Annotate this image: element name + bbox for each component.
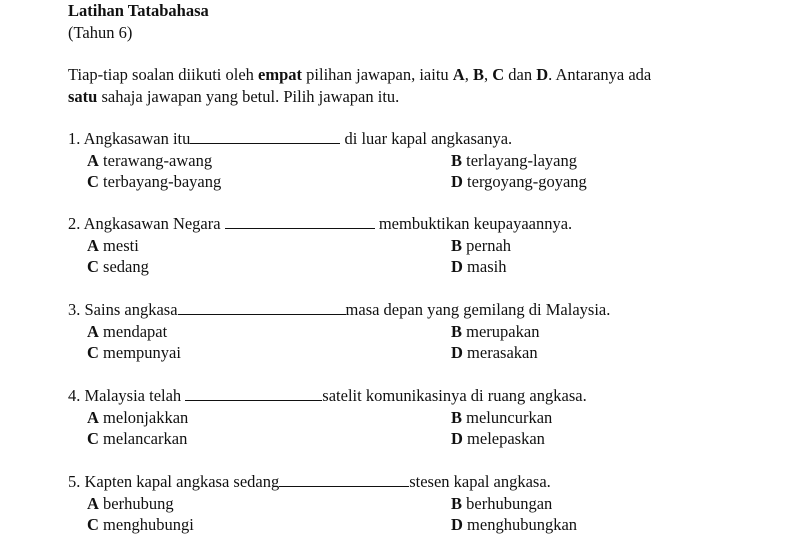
question-stem xyxy=(68,213,788,235)
option-letter: C xyxy=(87,429,99,448)
option-d xyxy=(451,256,506,278)
option-text: meluncurkan xyxy=(466,407,553,427)
option-text: mesti xyxy=(103,235,139,255)
instructions-bold: C xyxy=(492,65,505,84)
answer-options xyxy=(68,321,788,364)
worksheet-title: Latihan Tatabahasa xyxy=(68,1,209,20)
option-b xyxy=(451,407,552,429)
question-3 xyxy=(68,299,788,364)
instructions-text: dan xyxy=(504,65,537,84)
question-stem xyxy=(68,128,788,150)
question-text: Malaysia telah xyxy=(84,386,186,405)
question-stem xyxy=(68,299,788,321)
option-text: mempunyai xyxy=(103,343,181,362)
instructions-text: sahaja jawapan yang betul. Pilih jawapan itu. xyxy=(97,86,400,106)
question-text: membuktikan keupayaannya. xyxy=(374,214,573,233)
option-text: berhubung xyxy=(103,493,174,513)
instructions-text: Tiap-tiap soalan diikuti oleh xyxy=(68,65,259,84)
question-number: 5. xyxy=(68,472,81,491)
option-a xyxy=(87,321,167,343)
question-number: 2. xyxy=(68,214,81,233)
option-letter: B xyxy=(451,321,463,341)
option-letter: D xyxy=(451,172,463,191)
answer-blank xyxy=(185,385,322,401)
option-letter: D xyxy=(451,429,463,448)
option-d xyxy=(451,342,538,364)
option-text: sedang xyxy=(103,257,149,276)
question-text: stesen kapal angkasa. xyxy=(409,472,551,491)
option-text: terbayang-bayang xyxy=(103,172,222,191)
question-text: masa depan yang gemilang di Malaysia. xyxy=(345,300,611,319)
option-text: terawang-awang xyxy=(103,150,213,170)
instructions xyxy=(68,64,788,107)
question-4 xyxy=(68,385,788,450)
option-letter: B xyxy=(451,235,463,255)
option-c xyxy=(87,342,181,364)
question-1 xyxy=(68,128,788,193)
option-letter: A xyxy=(87,407,99,427)
instructions-text: pilihan jawapan, iaitu xyxy=(302,65,453,84)
question-stem xyxy=(68,471,788,493)
option-text: pernah xyxy=(466,235,512,255)
option-text: menghubungi xyxy=(103,515,194,534)
option-d xyxy=(451,171,587,193)
question-number: 1. xyxy=(68,129,81,148)
question-text: Angkasawan Negara xyxy=(83,214,225,233)
instructions-bold: B xyxy=(472,65,484,84)
option-letter: D xyxy=(451,257,463,276)
question-stem xyxy=(68,385,788,407)
option-b xyxy=(451,150,577,172)
question-text: di luar kapal angkasanya. xyxy=(340,129,513,148)
option-text: melepaskan xyxy=(467,429,545,448)
question-text: Kapten kapal angkasa sedang xyxy=(84,472,280,491)
option-letter: B xyxy=(451,493,463,513)
option-text: mendapat xyxy=(103,321,168,341)
instructions-text: , xyxy=(483,65,493,84)
question-number: 4. xyxy=(68,386,81,405)
option-text: tergoyang-goyang xyxy=(467,172,587,191)
option-a xyxy=(87,407,188,429)
instructions-bold: empat xyxy=(258,65,303,84)
question-text: satelit komunikasinya di ruang angkasa. xyxy=(322,386,587,405)
option-c xyxy=(87,428,187,450)
option-letter: C xyxy=(87,257,99,276)
answer-blank xyxy=(225,213,375,229)
instructions-text: . Antaranya ada xyxy=(548,65,652,84)
option-letter: C xyxy=(87,343,99,362)
option-letter: C xyxy=(87,172,99,191)
option-letter: C xyxy=(87,515,99,534)
option-letter: A xyxy=(87,321,99,341)
answer-options xyxy=(68,235,788,278)
option-d xyxy=(451,514,577,536)
option-letter: B xyxy=(451,407,463,427)
option-b xyxy=(451,321,539,343)
option-b xyxy=(451,235,511,257)
option-c xyxy=(87,256,149,278)
option-d xyxy=(451,428,545,450)
answer-blank xyxy=(279,471,409,487)
option-c xyxy=(87,171,221,193)
worksheet xyxy=(68,0,788,534)
instructions-bold: satu xyxy=(68,86,98,106)
answer-options xyxy=(68,150,788,193)
option-letter: A xyxy=(87,493,99,513)
question-text: Angkasawan itu xyxy=(83,129,191,148)
option-text: masih xyxy=(467,257,507,276)
option-text: melonjakkan xyxy=(103,407,189,427)
option-a xyxy=(87,150,212,172)
option-text: merasakan xyxy=(467,343,538,362)
answer-options xyxy=(68,493,788,536)
option-letter: A xyxy=(87,150,99,170)
option-a xyxy=(87,235,139,257)
option-letter: D xyxy=(451,515,463,534)
question-5 xyxy=(68,471,788,536)
option-c xyxy=(87,514,194,536)
option-b xyxy=(451,493,552,515)
option-text: merupakan xyxy=(466,321,540,341)
instructions-text: , xyxy=(464,65,473,84)
option-a xyxy=(87,493,174,515)
question-text: Sains angkasa xyxy=(84,300,178,319)
option-text: berhubungan xyxy=(466,493,553,513)
option-text: melancarkan xyxy=(103,429,188,448)
question-number: 3. xyxy=(68,300,81,319)
option-text: menghubungkan xyxy=(467,515,578,534)
answer-options xyxy=(68,407,788,450)
option-text: terlayang-layang xyxy=(466,150,577,170)
option-letter: B xyxy=(451,150,463,170)
answer-blank xyxy=(178,299,346,315)
option-letter: D xyxy=(451,343,463,362)
question-2 xyxy=(68,213,788,278)
instructions-bold: D xyxy=(536,65,549,84)
answer-blank xyxy=(190,128,340,144)
instructions-bold: A xyxy=(452,65,465,84)
worksheet-subtitle: (Tahun 6) xyxy=(68,22,133,42)
option-letter: A xyxy=(87,235,99,255)
